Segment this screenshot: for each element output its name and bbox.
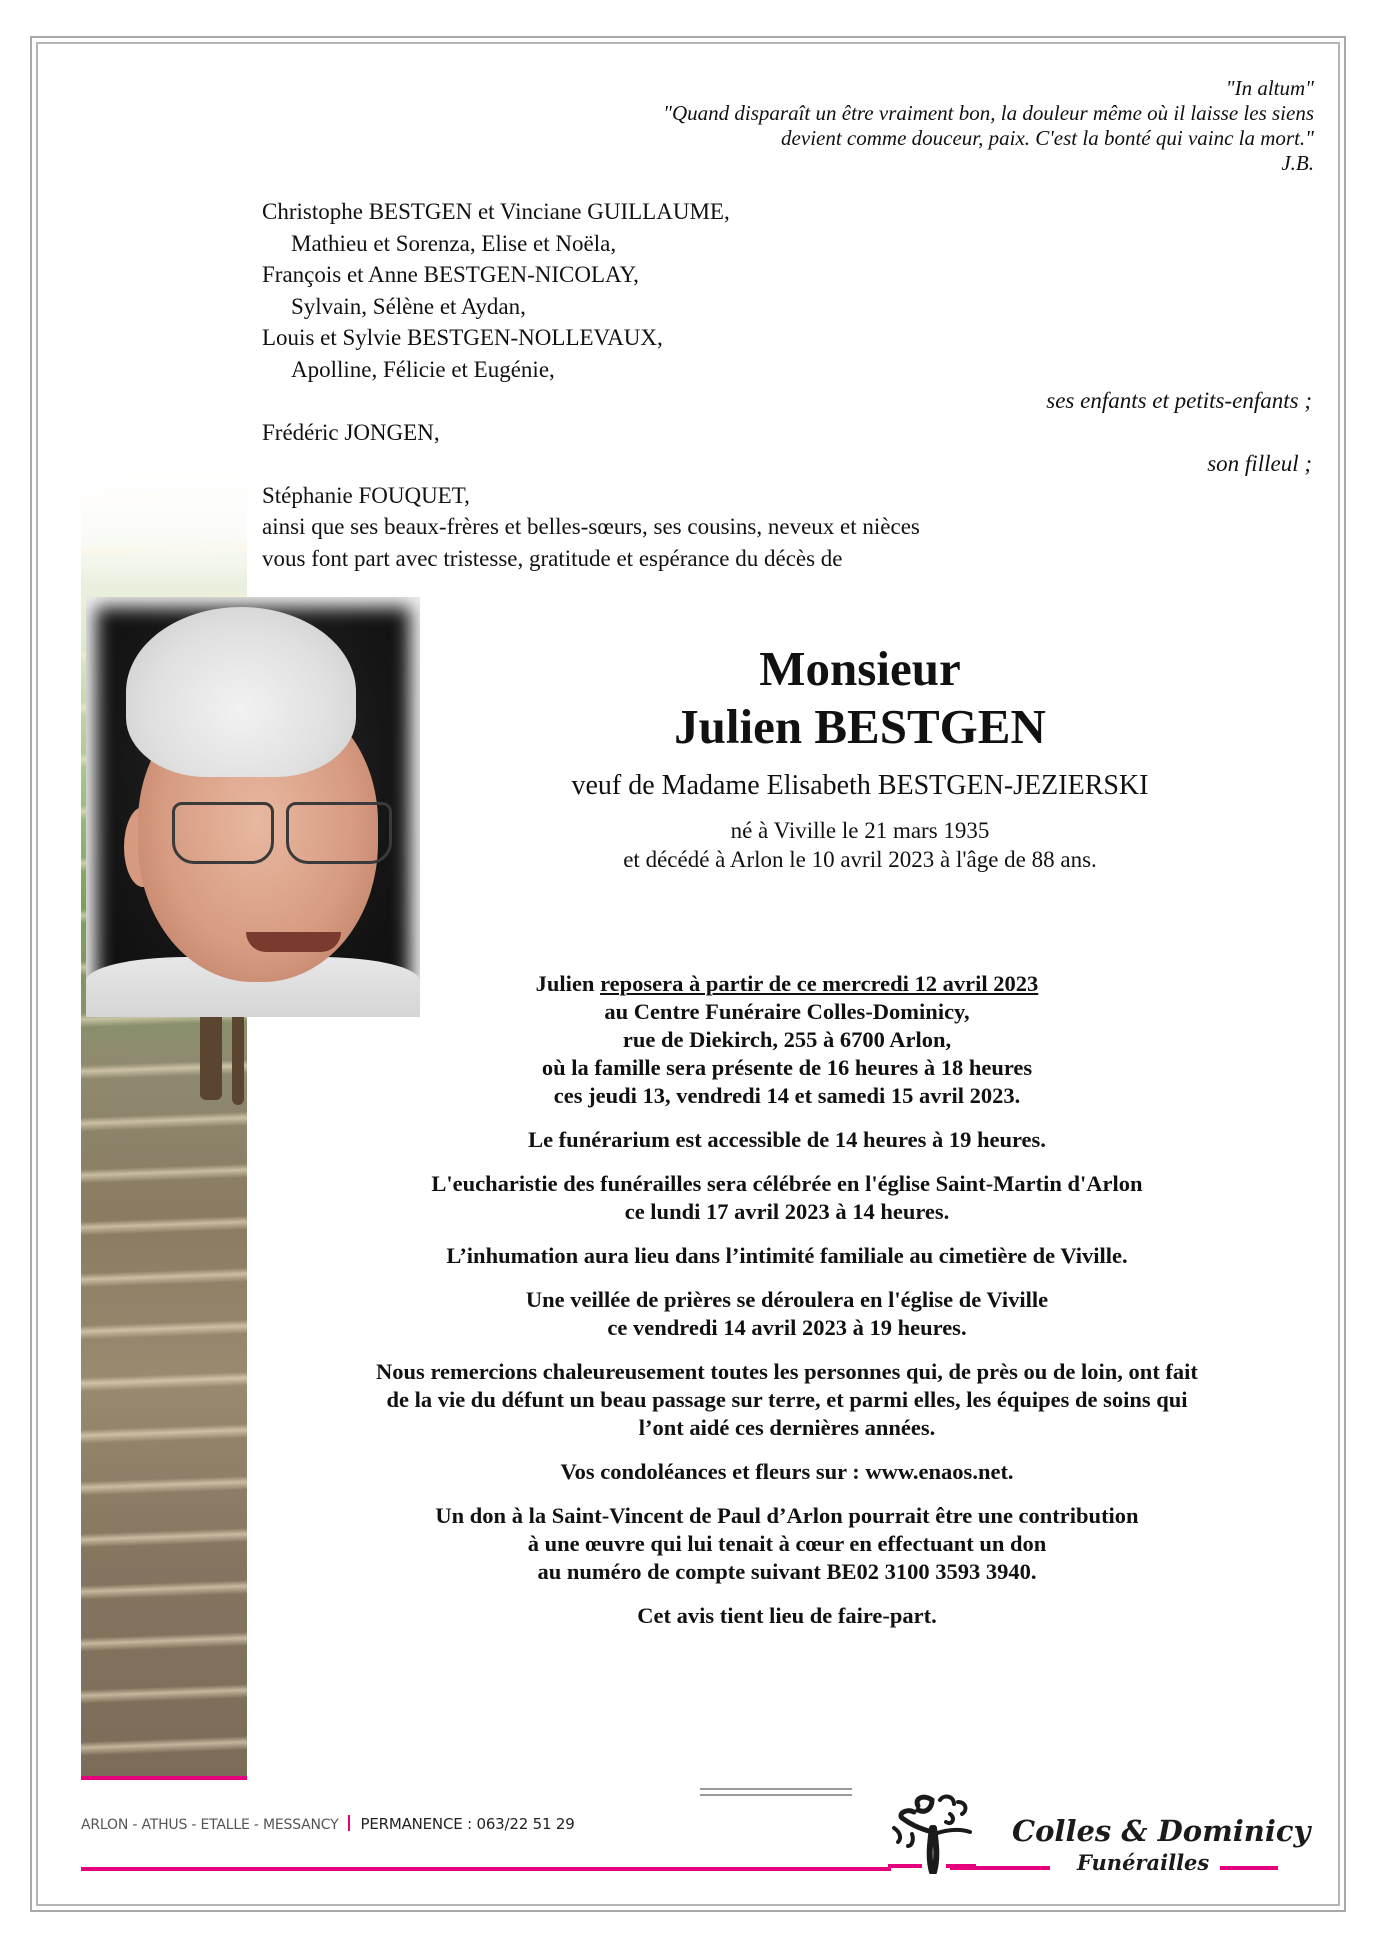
- strip-accent-bar: [81, 1776, 247, 1780]
- family-parents: François et Anne BESTGEN-NICOLAY,: [262, 262, 639, 287]
- deceased-name: Julien BESTGEN: [674, 699, 1046, 754]
- brand-name: Colles & Dominicy: [1012, 1814, 1311, 1848]
- family-grandchildren: Sylvain, Sélène et Aydan,: [291, 293, 526, 319]
- donation-line: au numéro de compte suivant BE02 3100 3593 3940.: [537, 1559, 1037, 1584]
- family-grandchildren: Mathieu et Sorenza, Elise et Noëla,: [291, 230, 617, 256]
- funerarium-hours: Le funérarium est accessible de 14 heures à 19 heures.: [528, 1127, 1046, 1152]
- thanks-line: de la vie du défunt un beau passage sur terre, et parmi elles, les équipes de soins qui: [386, 1387, 1188, 1412]
- eucharist-info: [262, 1170, 1312, 1226]
- burial-info: L’inhumation aura lieu dans l’intimité familiale au cimetière de Viville.: [446, 1243, 1128, 1268]
- vigil-line: ce vendredi 14 avril 2023 à 19 heures.: [607, 1315, 967, 1340]
- other-relative: Stéphanie FOUQUET,: [262, 482, 470, 508]
- deceased-honorific: Monsieur: [759, 641, 961, 696]
- footer-permanence: PERMANENCE : 063/22 51 29: [360, 1815, 575, 1833]
- birth-info: né à Viville le 21 mars 1935: [730, 818, 990, 843]
- footer-accent-bar: [81, 1867, 891, 1871]
- rest-date: reposera à partir de ce mercredi 12 avril 2023: [600, 971, 1039, 996]
- brand-accent-line: [1220, 1866, 1278, 1870]
- family-list: [262, 196, 1312, 574]
- children-relation: ses enfants et petits-enfants ;: [1046, 388, 1312, 413]
- footer-locations: ARLON - ATHUS - ETALLE - MESSANCY: [81, 1817, 339, 1833]
- portrait-hair: [126, 607, 356, 777]
- extended-family: ainsi que ses beaux-frères et belles-sœurs, ses cousins, neveux et nièces: [262, 514, 920, 539]
- thanks-line: Nous remercions chaleureusement toutes les personnes qui, de près ou de loin, ont fait: [376, 1359, 1198, 1384]
- portrait-glasses-right: [286, 802, 392, 864]
- vigil-line: Une veillée de prières se déroulera en l'église de Viville: [525, 1287, 1049, 1312]
- separator-lines: [700, 1788, 852, 1796]
- rest-intro: Julien: [535, 971, 601, 996]
- portrait-photo: [86, 597, 420, 1017]
- condolences-info: Vos condoléances et fleurs sur : www.enaos.net.: [560, 1459, 1014, 1484]
- funeral-details: [262, 970, 1312, 1646]
- rest-line: où la famille sera présente de 16 heures à 18 heures: [541, 1055, 1033, 1080]
- rest-line: rue de Diekirch, 255 à 6700 Arlon,: [622, 1027, 952, 1052]
- godson: Frédéric JONGEN,: [262, 419, 440, 445]
- family-parents: Christophe BESTGEN et Vinciane GUILLAUME,: [262, 199, 730, 224]
- brand-subtitle: Funérailles: [1077, 1850, 1210, 1875]
- eucharist-line: L'eucharistie des funérailles sera célébrée en l'église Saint-Martin d'Arlon: [431, 1171, 1143, 1196]
- donation-info: [262, 1502, 1312, 1586]
- announcement-text: vous font part avec tristesse, gratitude et espérance du décès de: [262, 545, 843, 571]
- footer-contact: [81, 1815, 575, 1833]
- donation-line: Un don à la Saint-Vincent de Paul d’Arlon pourrait être une contribution: [435, 1503, 1139, 1528]
- vigil-info: [262, 1286, 1312, 1342]
- epigraph-title: "In altum": [1225, 76, 1314, 100]
- epigraph-author: J.B.: [1281, 151, 1314, 175]
- epigraph-line: devient comme douceur, paix. C'est la bonté qui vainc la mort.": [781, 126, 1314, 150]
- deceased-headline: [470, 640, 1250, 874]
- portrait-glasses-left: [172, 802, 274, 864]
- family-parents: Louis et Sylvie BESTGEN-NOLLEVAUX,: [262, 325, 663, 350]
- eucharist-line: ce lundi 17 avril 2023 à 14 heures.: [624, 1199, 950, 1224]
- epigraph-line: "Quand disparaît un être vraiment bon, la douleur même où il laisse les siens: [663, 101, 1314, 125]
- thanks-info: [262, 1358, 1312, 1442]
- death-info: et décédé à Arlon le 10 avril 2023 à l'âge de 88 ans.: [623, 847, 1097, 872]
- portrait-mouth: [246, 932, 341, 952]
- widow-of: veuf de Madame Elisabeth BESTGEN-JEZIERSKI: [571, 770, 1149, 801]
- closing-note: Cet avis tient lieu de faire-part.: [637, 1603, 937, 1628]
- tree-icon: [888, 1788, 978, 1874]
- donation-line: à une œuvre qui lui tenait à cœur en effectuant un don: [527, 1531, 1047, 1556]
- rest-info: [262, 970, 1312, 1110]
- family-grandchildren: Apolline, Félicie et Eugénie,: [291, 356, 555, 382]
- epigraph: [663, 76, 1314, 176]
- godson-relation: son filleul ;: [1207, 451, 1312, 476]
- thanks-line: l’ont aidé ces dernières années.: [638, 1415, 936, 1440]
- footer-divider: [348, 1815, 350, 1831]
- rest-line: au Centre Funéraire Colles-Dominicy,: [604, 999, 970, 1024]
- forest-path-fade: [81, 455, 247, 585]
- brand-accent-line: [950, 1866, 1050, 1870]
- rest-line: ces jeudi 13, vendredi 14 et samedi 15 avril 2023.: [553, 1083, 1021, 1108]
